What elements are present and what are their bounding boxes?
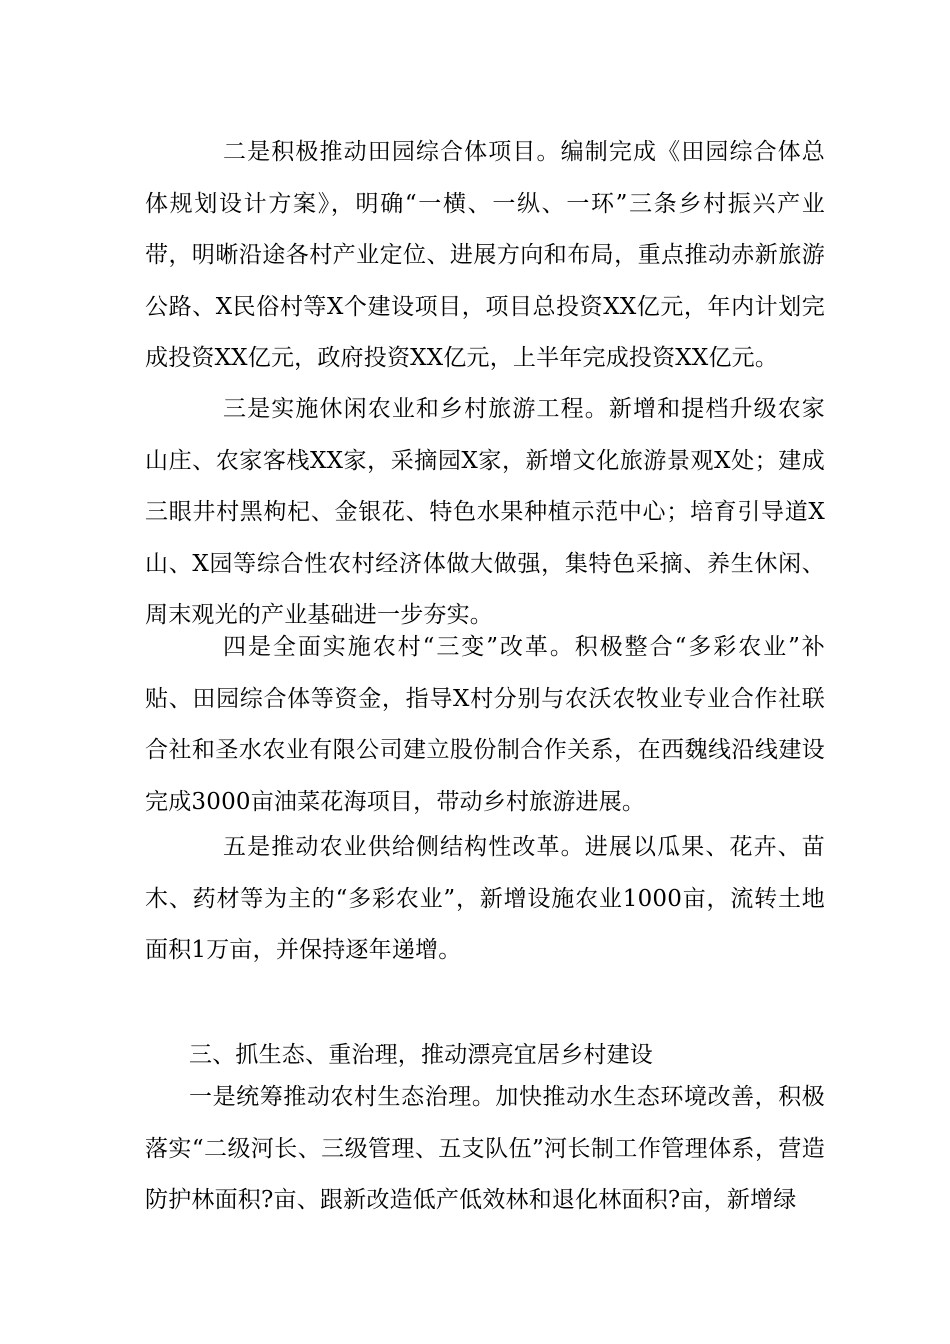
paragraph-three-changes-reform: 四是全面实施农村“三变”改革。积极整合“多彩农业”补贴、田园综合体等资金，指导X村分别与农沃农牧业专业合作社联合社和圣水农业有限公司建立股份制合作关系，在西魏线沿线建设完成3000亩油菜花海项目，带动乡村旅游进展。: [145, 634, 825, 815]
paragraph-tianyuan-complex: 二是积极推动田园综合体项目。编制完成《田园综合体总体规划设计方案》，明确“一横、一纵、一环”三条乡村振兴产业带，明晰沿途各村产业定位、进展方向和布局，重点推动赤新旅游公路、X民俗村等X个建设项目，项目总投资XX亿元，年内计划完成投资XX亿元，政府投资XX亿元，上半年完成投资XX亿元。: [145, 139, 825, 371]
section-heading: 三、抓生态、重治理，推动漂亮宜居乡村建设: [189, 1042, 653, 1068]
paragraph-ecological-governance: 一是统筹推动农村生态治理。加快推动水生态环境改善，积极落实“二级河长、三级管理、五支队伍”河长制工作管理体系，营造防护林面积?亩、跟新改造低产低效林和退化林面积?亩，新增绿: [145, 1084, 825, 1213]
paragraph-supply-side-reform: 五是推动农业供给侧结构性改革。进展以瓜果、花卉、苗木、药材等为主的“多彩农业”，新增设施农业1000亩，流转土地面积1万亩，并保持逐年递增。: [145, 834, 825, 963]
paragraph-leisure-tourism: 三是实施休闲农业和乡村旅游工程。新增和提档升级农家山庄、农家客栈XX家，采摘园X家，新增文化旅游景观X处；建成三眼井村黑枸杞、金银花、特色水果种植示范中心；培育引导道X山、X园等综合性农村经济体做大做强，集特色采摘、养生休闲、周末观光的产业基础进一步夯实。: [145, 396, 825, 628]
